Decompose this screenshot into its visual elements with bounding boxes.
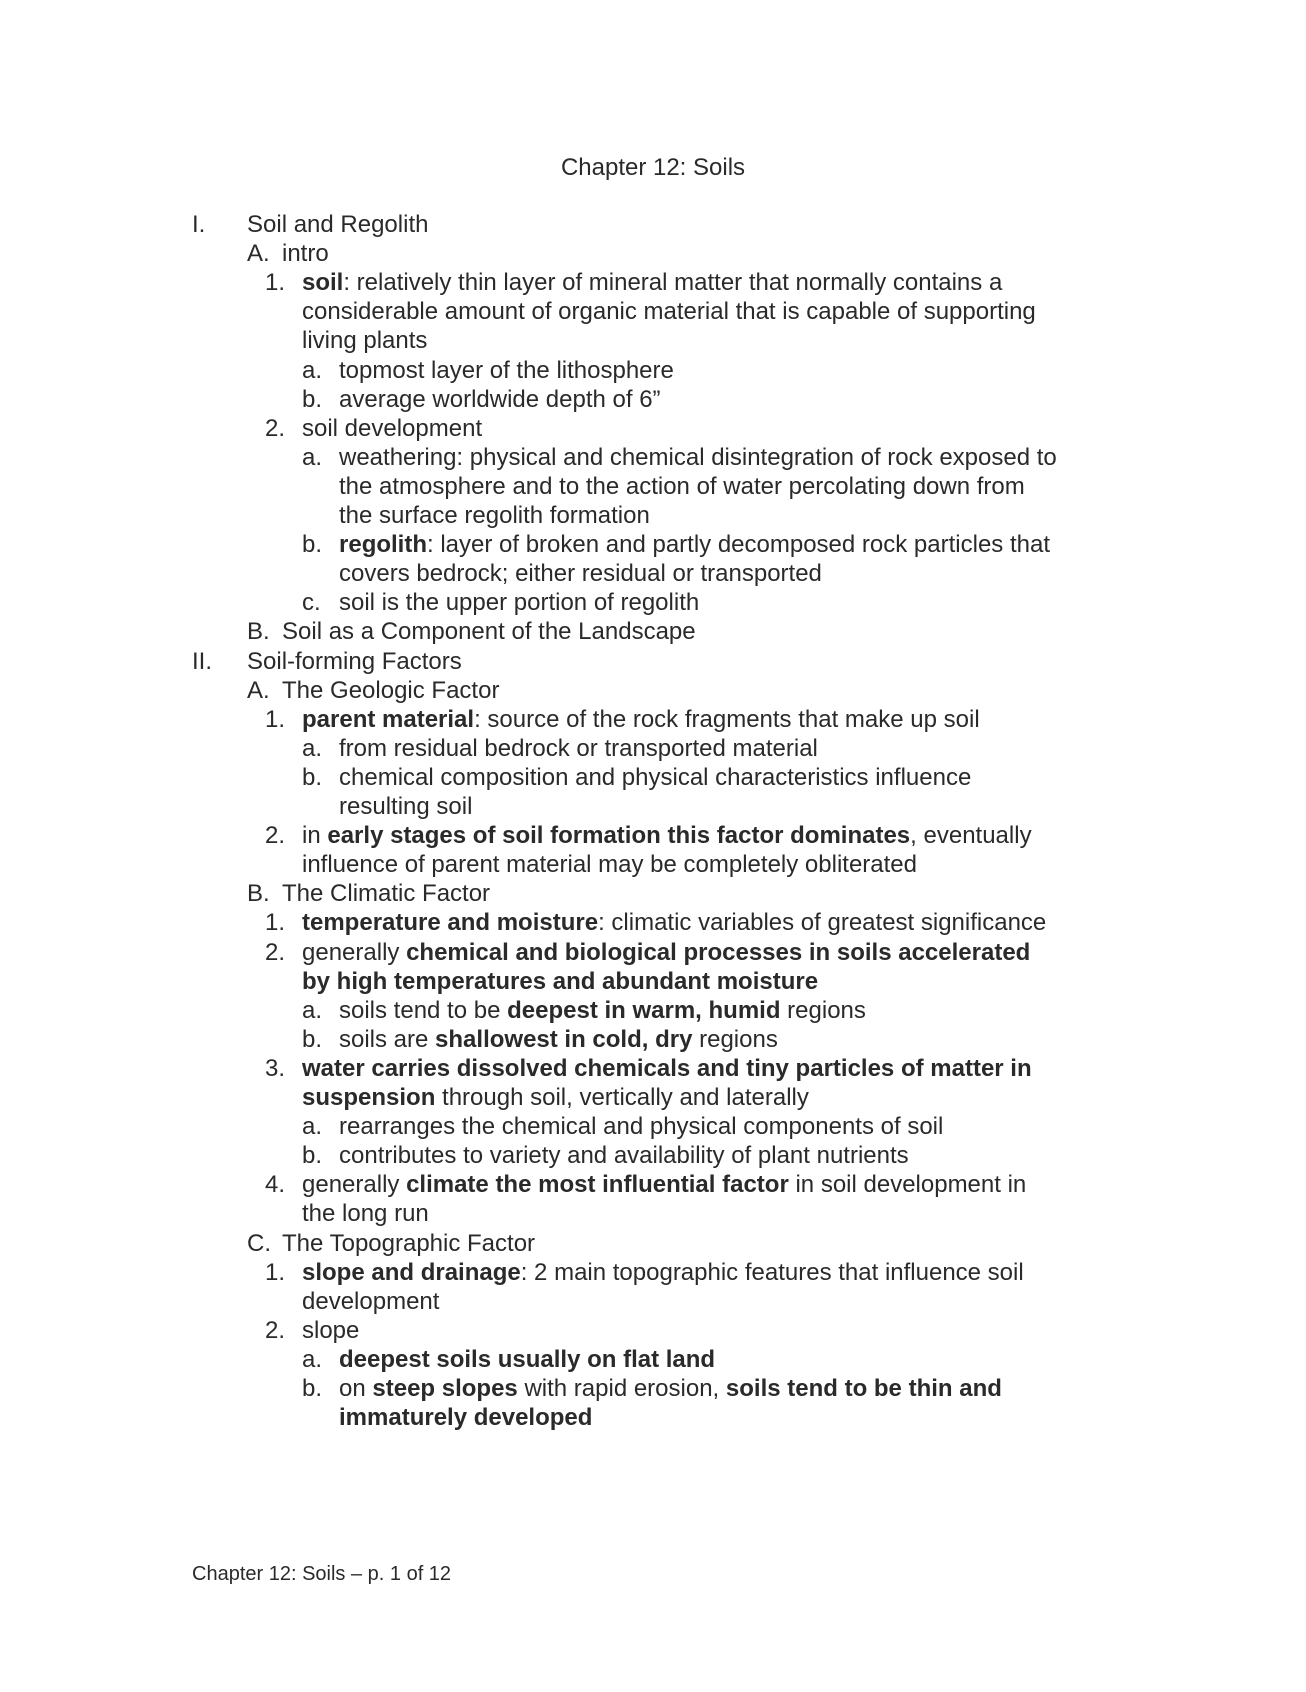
bold-term: by high temperatures and abundant moisture xyxy=(302,967,819,995)
outline-text xyxy=(302,414,482,443)
bold-term: immaturely developed xyxy=(339,1404,593,1432)
list-marker: a. xyxy=(302,1113,323,1141)
list-marker: 2. xyxy=(265,414,286,442)
text-run: rearranges the chemical and physical components of soil xyxy=(339,1113,944,1141)
list-marker: b. xyxy=(302,385,323,413)
text-run: soils tend to be xyxy=(339,996,508,1024)
outline-text xyxy=(302,705,980,734)
outline-text xyxy=(339,501,650,530)
list-marker: C. xyxy=(247,1229,271,1257)
text-run: in xyxy=(302,822,328,850)
outline-text xyxy=(339,763,971,792)
outline-text xyxy=(302,1054,1032,1083)
list-marker: b. xyxy=(302,531,323,559)
outline-text xyxy=(302,326,427,355)
text-run: The Climatic Factor xyxy=(282,880,491,908)
outline-text xyxy=(339,1374,1002,1403)
text-run: : layer of broken and partly decomposed rock particles that xyxy=(427,531,1050,559)
text-run: topmost layer of the lithosphere xyxy=(339,356,674,384)
text-run: the surface regolith formation xyxy=(339,502,650,529)
bold-term: suspension xyxy=(302,1084,436,1111)
text-run: soil development xyxy=(302,414,483,442)
outline-text xyxy=(302,268,1002,297)
outline-text xyxy=(302,1170,1026,1199)
outline-text xyxy=(339,996,866,1025)
outline-text xyxy=(282,676,499,705)
outline-text xyxy=(302,297,1036,326)
text-run: in soil development in xyxy=(788,1171,1027,1199)
text-run: through soil, vertically and laterally xyxy=(435,1084,809,1111)
outline-text xyxy=(282,1229,535,1258)
list-marker: B. xyxy=(247,880,270,908)
outline-text xyxy=(302,1316,359,1345)
bold-term: climate the most influential factor xyxy=(406,1171,789,1199)
outline-text xyxy=(247,210,428,239)
text-run: average worldwide depth of 6” xyxy=(339,385,661,413)
list-marker: b. xyxy=(302,763,323,791)
text-run: weathering: physical and chemical disintegration of rock exposed to xyxy=(339,443,1057,471)
page-title: Chapter 12: Soils xyxy=(560,154,746,181)
bold-term: slope and drainage xyxy=(302,1258,521,1286)
bold-term: temperature and moisture xyxy=(302,909,599,937)
outline-text xyxy=(282,879,490,908)
text-run: : 2 main topographic features that influence soil xyxy=(520,1258,1024,1286)
outline-text xyxy=(339,1345,715,1374)
text-run: slope xyxy=(302,1316,360,1344)
bold-term: water carries dissolved chemicals and tiny particles of matter in xyxy=(302,1054,1032,1082)
text-run: from residual bedrock or transported material xyxy=(339,734,818,762)
text-run: on xyxy=(339,1375,373,1402)
list-marker: a. xyxy=(302,1345,323,1373)
list-marker: A. xyxy=(247,676,270,704)
bold-term: steep slopes xyxy=(372,1375,518,1402)
list-marker: 3. xyxy=(265,1054,286,1082)
list-marker: A. xyxy=(247,240,270,268)
list-marker: 2. xyxy=(265,1316,286,1344)
outline-text xyxy=(339,1112,943,1141)
text-run: resulting soil xyxy=(339,793,473,820)
outline-text xyxy=(282,617,696,646)
outline-text xyxy=(302,938,1030,967)
outline-text xyxy=(282,239,329,268)
list-marker: c. xyxy=(302,589,321,617)
list-marker: 2. xyxy=(265,938,286,966)
text-run: with rapid erosion, xyxy=(517,1375,726,1402)
text-run: the atmosphere and to the action of water percolating down from xyxy=(339,472,1025,500)
outline-text xyxy=(339,443,1057,472)
list-marker: a. xyxy=(302,443,323,471)
outline-text xyxy=(339,1025,778,1054)
outline-text xyxy=(339,1403,592,1432)
list-marker: b. xyxy=(302,1375,323,1402)
text-run: contributes to variety and availability of plant nutrients xyxy=(339,1142,909,1170)
text-run: covers bedrock; either residual or transported xyxy=(339,560,822,588)
list-marker: a. xyxy=(302,356,323,384)
outline-text xyxy=(302,1199,429,1228)
text-run: considerable amount of organic material that is capable of supporting xyxy=(302,298,1036,326)
list-marker: II. xyxy=(192,647,213,675)
list-marker: a. xyxy=(302,734,323,762)
text-run: The Topographic Factor xyxy=(282,1229,536,1257)
text-run: soil is the upper portion of regolith xyxy=(339,589,700,617)
text-run: regions xyxy=(692,1025,778,1053)
list-marker: 1. xyxy=(265,705,286,733)
list-marker: 4. xyxy=(265,1171,286,1199)
list-marker: 1. xyxy=(265,909,286,937)
text-run: chemical composition and physical characteristics influence xyxy=(339,763,972,791)
text-run: living plants xyxy=(302,327,428,355)
outline-text xyxy=(339,588,699,617)
text-run: development xyxy=(302,1287,440,1315)
list-marker: I. xyxy=(192,211,206,238)
list-marker: b. xyxy=(302,1025,323,1053)
text-run: the long run xyxy=(302,1200,429,1228)
outline-text xyxy=(302,967,818,996)
outline-text xyxy=(302,1083,809,1112)
text-run: generally xyxy=(302,938,407,966)
bold-term: soil xyxy=(302,269,344,297)
outline-text xyxy=(339,1141,909,1170)
outline-text xyxy=(339,559,822,588)
list-marker: 1. xyxy=(265,269,286,297)
list-marker: a. xyxy=(302,996,323,1024)
outline-text xyxy=(302,908,1046,937)
text-run: , eventually xyxy=(910,822,1032,850)
text-run: Soil-forming Factors xyxy=(247,647,462,675)
outline-text xyxy=(339,734,818,763)
bold-term: deepest soils usually on flat land xyxy=(339,1345,716,1373)
outline-text xyxy=(302,1258,1024,1287)
bold-term: soils tend to be thin and xyxy=(725,1375,1002,1402)
list-marker: b. xyxy=(302,1142,323,1170)
page-footer: Chapter 12: Soils – p. 1 of 12 xyxy=(192,1563,452,1585)
outline-text xyxy=(247,647,462,676)
text-run: The Geologic Factor xyxy=(282,676,500,704)
outline-text xyxy=(302,1287,439,1316)
bold-term: early stages of soil formation this factor dominates xyxy=(327,822,911,850)
text-run: Soil as a Component of the Landscape xyxy=(282,618,696,646)
text-run: : source of the rock fragments that make up soil xyxy=(474,705,980,733)
text-run: intro xyxy=(282,240,329,268)
text-run: influence of parent material may be completely obliterated xyxy=(302,851,917,879)
bold-term: chemical and biological processes in soils accelerated xyxy=(406,938,1031,966)
outline-text xyxy=(302,850,917,879)
outline-text xyxy=(302,821,1032,850)
outline-text xyxy=(339,356,674,385)
text-run: : climatic variables of greatest significance xyxy=(598,909,1047,937)
text-run: Soil and Regolith xyxy=(247,211,429,238)
text-run: soils are xyxy=(339,1025,436,1053)
text-run: : relatively thin layer of mineral matter that normally contains a xyxy=(343,269,1003,297)
bold-term: deepest in warm, humid xyxy=(507,996,781,1024)
bold-term: shallowest in cold, dry xyxy=(435,1025,693,1053)
list-marker: 2. xyxy=(265,822,286,850)
outline-text xyxy=(339,530,1050,559)
outline-text xyxy=(339,385,661,414)
list-marker: 1. xyxy=(265,1258,286,1286)
text-run: generally xyxy=(302,1171,407,1199)
bold-term: regolith xyxy=(339,531,427,559)
outline-text xyxy=(339,792,472,821)
text-run: regions xyxy=(780,996,866,1024)
bold-term: parent material xyxy=(302,705,475,733)
list-marker: B. xyxy=(247,618,270,646)
outline-text xyxy=(339,472,1025,501)
